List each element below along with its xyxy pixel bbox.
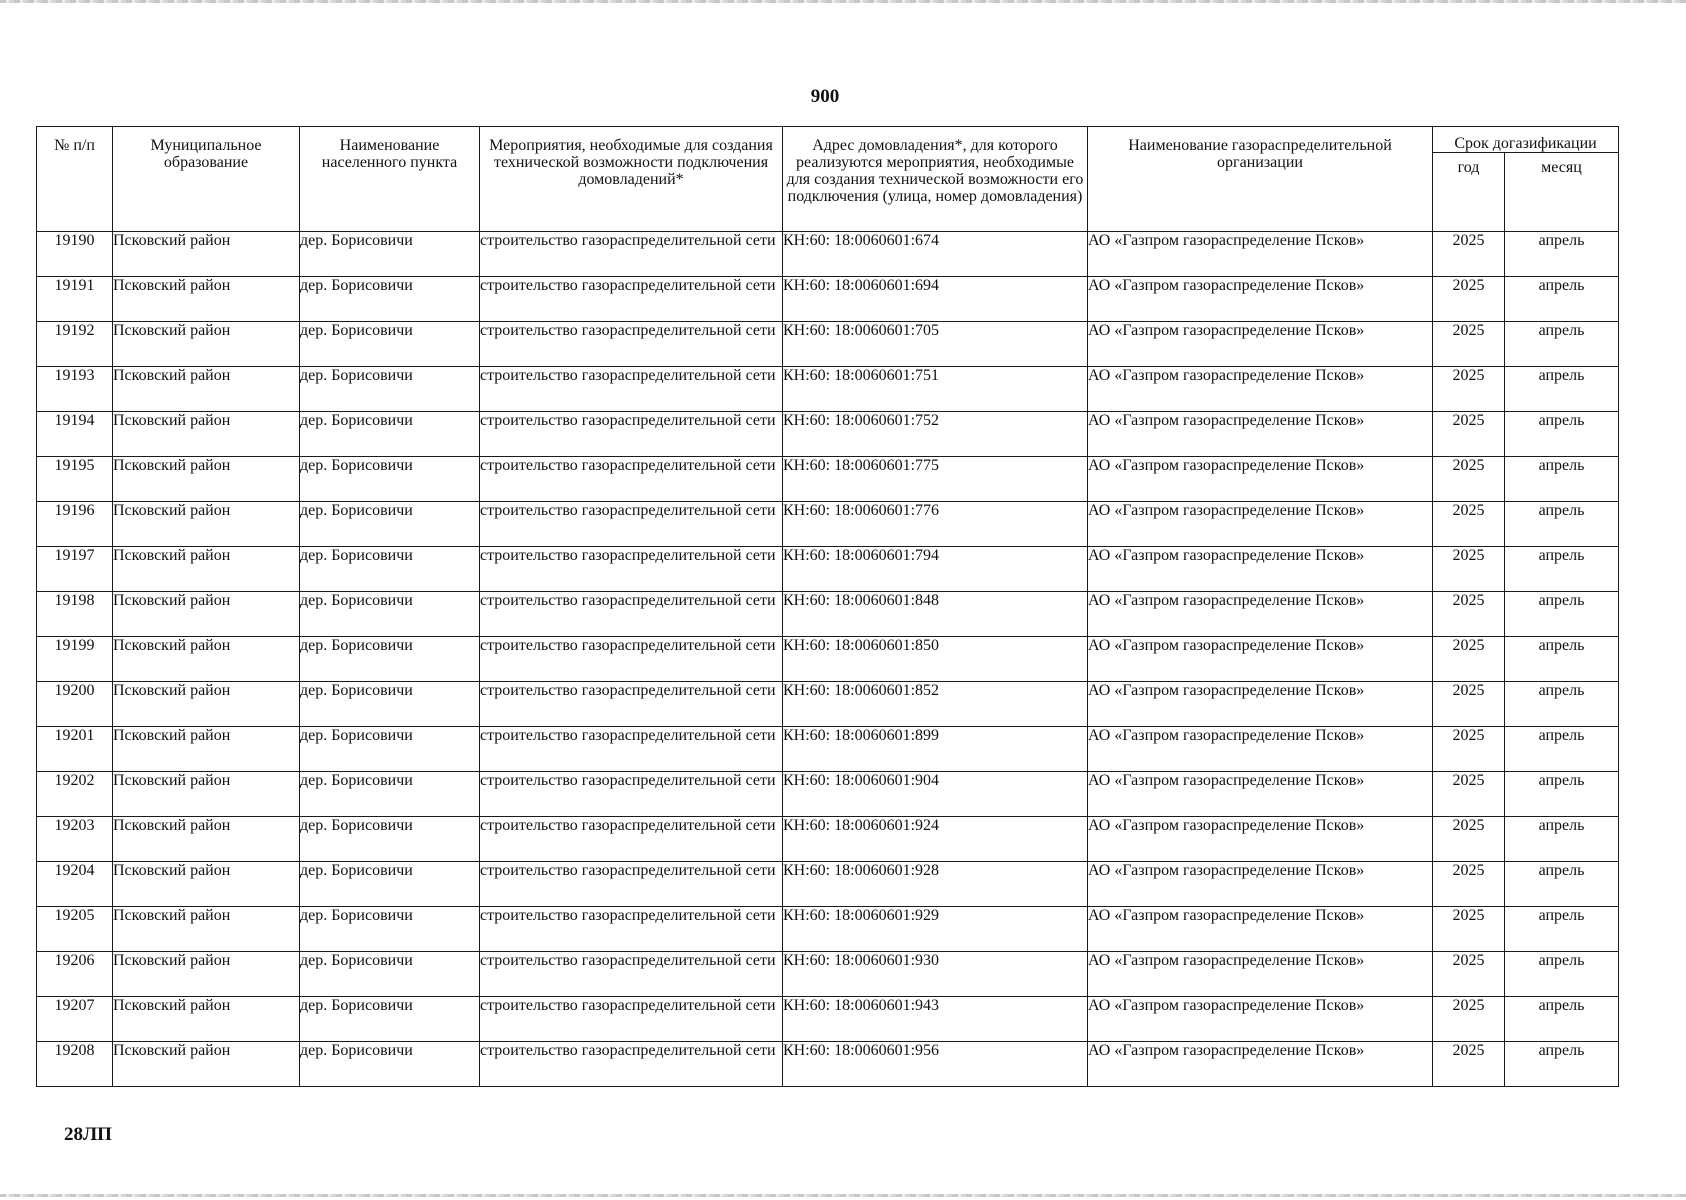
cell-activity: строительство газораспределительной сети [480, 502, 783, 547]
cell-year: 2025 [1433, 232, 1505, 277]
cell-activity: строительство газораспределительной сети [480, 457, 783, 502]
cell-month: апрель [1505, 907, 1619, 952]
table-row [37, 727, 1619, 772]
cell-month: апрель [1505, 997, 1619, 1042]
cell-municipality: Псковский район [113, 952, 300, 997]
cell-month: апрель [1505, 952, 1619, 997]
cell-num: 19190 [37, 232, 113, 277]
table-row [37, 592, 1619, 637]
cell-num: 19205 [37, 907, 113, 952]
cell-month: апрель [1505, 367, 1619, 412]
cell-address: КН:60: 18:0060601:929 [783, 907, 1088, 952]
cell-month: апрель [1505, 1042, 1619, 1087]
cell-month: апрель [1505, 547, 1619, 592]
cell-address: КН:60: 18:0060601:928 [783, 862, 1088, 907]
cell-num: 19207 [37, 997, 113, 1042]
page-number: 900 [810, 86, 840, 107]
cell-activity: строительство газораспределительной сети [480, 952, 783, 997]
cell-organization: АО «Газпром газораспределение Псков» [1088, 547, 1433, 592]
cell-month: апрель [1505, 277, 1619, 322]
header-address: Адрес домовладения*, для которого реализуются мероприятия, необходимые для создания технической возможности его подключения (улица, номер домовладения) [783, 127, 1088, 232]
table-row [37, 412, 1619, 457]
cell-municipality: Псковский район [113, 367, 300, 412]
table-row [37, 862, 1619, 907]
cell-num: 19203 [37, 817, 113, 862]
cell-activity: строительство газораспределительной сети [480, 907, 783, 952]
cell-locality: дер. Борисовичи [300, 817, 480, 862]
cell-year: 2025 [1433, 547, 1505, 592]
cell-activity: строительство газораспределительной сети [480, 682, 783, 727]
cell-year: 2025 [1433, 997, 1505, 1042]
cell-locality: дер. Борисовичи [300, 997, 480, 1042]
cell-month: апрель [1505, 592, 1619, 637]
table-row [37, 457, 1619, 502]
footer-code: 28ЛП [64, 1124, 112, 1145]
cell-organization: АО «Газпром газораспределение Псков» [1088, 412, 1433, 457]
cell-year: 2025 [1433, 277, 1505, 322]
header-month: месяц [1505, 153, 1619, 232]
cell-organization: АО «Газпром газораспределение Псков» [1088, 502, 1433, 547]
cell-organization: АО «Газпром газораспределение Псков» [1088, 772, 1433, 817]
cell-address: КН:60: 18:0060601:850 [783, 637, 1088, 682]
cell-num: 19208 [37, 1042, 113, 1087]
cell-num: 19200 [37, 682, 113, 727]
cell-address: КН:60: 18:0060601:751 [783, 367, 1088, 412]
cell-year: 2025 [1433, 592, 1505, 637]
cell-municipality: Псковский район [113, 232, 300, 277]
header-deadline: Срок догазификации [1433, 127, 1619, 153]
cell-year: 2025 [1433, 637, 1505, 682]
cell-num: 19206 [37, 952, 113, 997]
cell-month: апрель [1505, 412, 1619, 457]
scan-edge-bottom [0, 1194, 1686, 1197]
table-row [37, 772, 1619, 817]
cell-num: 19201 [37, 727, 113, 772]
cell-organization: АО «Газпром газораспределение Псков» [1088, 232, 1433, 277]
cell-activity: строительство газораспределительной сети [480, 232, 783, 277]
cell-municipality: Псковский район [113, 727, 300, 772]
cell-year: 2025 [1433, 772, 1505, 817]
cell-locality: дер. Борисовичи [300, 502, 480, 547]
cell-locality: дер. Борисовичи [300, 727, 480, 772]
cell-address: КН:60: 18:0060601:776 [783, 502, 1088, 547]
table-row [37, 997, 1619, 1042]
table-row [37, 952, 1619, 997]
cell-municipality: Псковский район [113, 772, 300, 817]
cell-municipality: Псковский район [113, 907, 300, 952]
cell-organization: АО «Газпром газораспределение Псков» [1088, 907, 1433, 952]
cell-address: КН:60: 18:0060601:943 [783, 997, 1088, 1042]
cell-organization: АО «Газпром газораспределение Псков» [1088, 727, 1433, 772]
cell-year: 2025 [1433, 907, 1505, 952]
cell-organization: АО «Газпром газораспределение Псков» [1088, 817, 1433, 862]
cell-activity: строительство газораспределительной сети [480, 592, 783, 637]
cell-num: 19199 [37, 637, 113, 682]
cell-activity: строительство газораспределительной сети [480, 367, 783, 412]
cell-month: апрель [1505, 502, 1619, 547]
cell-locality: дер. Борисовичи [300, 862, 480, 907]
cell-organization: АО «Газпром газораспределение Псков» [1088, 592, 1433, 637]
cell-num: 19204 [37, 862, 113, 907]
cell-month: апрель [1505, 682, 1619, 727]
table-row [37, 232, 1619, 277]
cell-locality: дер. Борисовичи [300, 592, 480, 637]
header-year: год [1433, 153, 1505, 232]
cell-municipality: Псковский район [113, 457, 300, 502]
cell-municipality: Псковский район [113, 862, 300, 907]
cell-locality: дер. Борисовичи [300, 367, 480, 412]
cell-activity: строительство газораспределительной сети [480, 637, 783, 682]
table-row [37, 277, 1619, 322]
cell-municipality: Псковский район [113, 1042, 300, 1087]
cell-locality: дер. Борисовичи [300, 232, 480, 277]
cell-year: 2025 [1433, 862, 1505, 907]
cell-month: апрель [1505, 457, 1619, 502]
cell-locality: дер. Борисовичи [300, 637, 480, 682]
cell-num: 19193 [37, 367, 113, 412]
cell-address: КН:60: 18:0060601:930 [783, 952, 1088, 997]
cell-year: 2025 [1433, 727, 1505, 772]
cell-year: 2025 [1433, 817, 1505, 862]
cell-municipality: Псковский район [113, 682, 300, 727]
cell-activity: строительство газораспределительной сети [480, 817, 783, 862]
cell-municipality: Псковский район [113, 592, 300, 637]
header-num: № п/п [37, 127, 113, 232]
cell-month: апрель [1505, 232, 1619, 277]
table-row [37, 502, 1619, 547]
cell-num: 19191 [37, 277, 113, 322]
cell-municipality: Псковский район [113, 547, 300, 592]
cell-organization: АО «Газпром газораспределение Псков» [1088, 1042, 1433, 1087]
cell-activity: строительство газораспределительной сети [480, 727, 783, 772]
cell-address: КН:60: 18:0060601:924 [783, 817, 1088, 862]
header-organization: Наименование газораспределительной организации [1088, 127, 1433, 232]
cell-activity: строительство газораспределительной сети [480, 412, 783, 457]
cell-year: 2025 [1433, 682, 1505, 727]
scan-edge-top [0, 0, 1686, 3]
cell-locality: дер. Борисовичи [300, 277, 480, 322]
header-activities: Мероприятия, необходимые для создания технической возможности подключения домовладений* [480, 127, 783, 232]
table-row [37, 907, 1619, 952]
cell-year: 2025 [1433, 412, 1505, 457]
table-row [37, 817, 1619, 862]
cell-month: апрель [1505, 727, 1619, 772]
cell-activity: строительство газораспределительной сети [480, 277, 783, 322]
cell-address: КН:60: 18:0060601:775 [783, 457, 1088, 502]
cell-locality: дер. Борисовичи [300, 682, 480, 727]
cell-num: 19192 [37, 322, 113, 367]
cell-municipality: Псковский район [113, 997, 300, 1042]
cell-address: КН:60: 18:0060601:705 [783, 322, 1088, 367]
cell-month: апрель [1505, 637, 1619, 682]
cell-month: апрель [1505, 817, 1619, 862]
gasification-table [36, 126, 1619, 1087]
cell-municipality: Псковский район [113, 817, 300, 862]
cell-num: 19195 [37, 457, 113, 502]
cell-locality: дер. Борисовичи [300, 457, 480, 502]
cell-organization: АО «Газпром газораспределение Псков» [1088, 322, 1433, 367]
cell-activity: строительство газораспределительной сети [480, 547, 783, 592]
cell-address: КН:60: 18:0060601:904 [783, 772, 1088, 817]
cell-organization: АО «Газпром газораспределение Псков» [1088, 997, 1433, 1042]
header-locality: Наименование населенного пункта [300, 127, 480, 232]
cell-num: 19194 [37, 412, 113, 457]
cell-num: 19198 [37, 592, 113, 637]
cell-locality: дер. Борисовичи [300, 322, 480, 367]
cell-organization: АО «Газпром газораспределение Псков» [1088, 952, 1433, 997]
cell-year: 2025 [1433, 952, 1505, 997]
cell-municipality: Псковский район [113, 322, 300, 367]
cell-address: КН:60: 18:0060601:694 [783, 277, 1088, 322]
table-row [37, 1042, 1619, 1087]
cell-month: апрель [1505, 772, 1619, 817]
cell-address: КН:60: 18:0060601:899 [783, 727, 1088, 772]
cell-locality: дер. Борисовичи [300, 772, 480, 817]
cell-num: 19196 [37, 502, 113, 547]
cell-num: 19202 [37, 772, 113, 817]
cell-locality: дер. Борисовичи [300, 547, 480, 592]
table-row [37, 367, 1619, 412]
cell-address: КН:60: 18:0060601:852 [783, 682, 1088, 727]
table-row [37, 682, 1619, 727]
cell-year: 2025 [1433, 1042, 1505, 1087]
cell-activity: строительство газораспределительной сети [480, 997, 783, 1042]
cell-organization: АО «Газпром газораспределение Псков» [1088, 367, 1433, 412]
cell-activity: строительство газораспределительной сети [480, 772, 783, 817]
cell-municipality: Псковский район [113, 412, 300, 457]
cell-address: КН:60: 18:0060601:674 [783, 232, 1088, 277]
cell-year: 2025 [1433, 322, 1505, 367]
table-row [37, 547, 1619, 592]
cell-month: апрель [1505, 862, 1619, 907]
cell-address: КН:60: 18:0060601:956 [783, 1042, 1088, 1087]
cell-organization: АО «Газпром газораспределение Псков» [1088, 637, 1433, 682]
cell-month: апрель [1505, 322, 1619, 367]
table-body [37, 232, 1619, 1087]
cell-year: 2025 [1433, 502, 1505, 547]
cell-address: КН:60: 18:0060601:794 [783, 547, 1088, 592]
cell-locality: дер. Борисовичи [300, 952, 480, 997]
table-row [37, 322, 1619, 367]
cell-activity: строительство газораспределительной сети [480, 1042, 783, 1087]
cell-organization: АО «Газпром газораспределение Псков» [1088, 682, 1433, 727]
table-row [37, 637, 1619, 682]
cell-locality: дер. Борисовичи [300, 1042, 480, 1087]
cell-locality: дер. Борисовичи [300, 412, 480, 457]
cell-municipality: Псковский район [113, 277, 300, 322]
cell-locality: дер. Борисовичи [300, 907, 480, 952]
cell-organization: АО «Газпром газораспределение Псков» [1088, 862, 1433, 907]
cell-address: КН:60: 18:0060601:752 [783, 412, 1088, 457]
cell-address: КН:60: 18:0060601:848 [783, 592, 1088, 637]
cell-num: 19197 [37, 547, 113, 592]
cell-municipality: Псковский район [113, 637, 300, 682]
cell-activity: строительство газораспределительной сети [480, 862, 783, 907]
cell-organization: АО «Газпром газораспределение Псков» [1088, 277, 1433, 322]
header-municipality: Муниципальное образование [113, 127, 300, 232]
cell-activity: строительство газораспределительной сети [480, 322, 783, 367]
cell-year: 2025 [1433, 457, 1505, 502]
cell-municipality: Псковский район [113, 502, 300, 547]
cell-year: 2025 [1433, 367, 1505, 412]
cell-organization: АО «Газпром газораспределение Псков» [1088, 457, 1433, 502]
